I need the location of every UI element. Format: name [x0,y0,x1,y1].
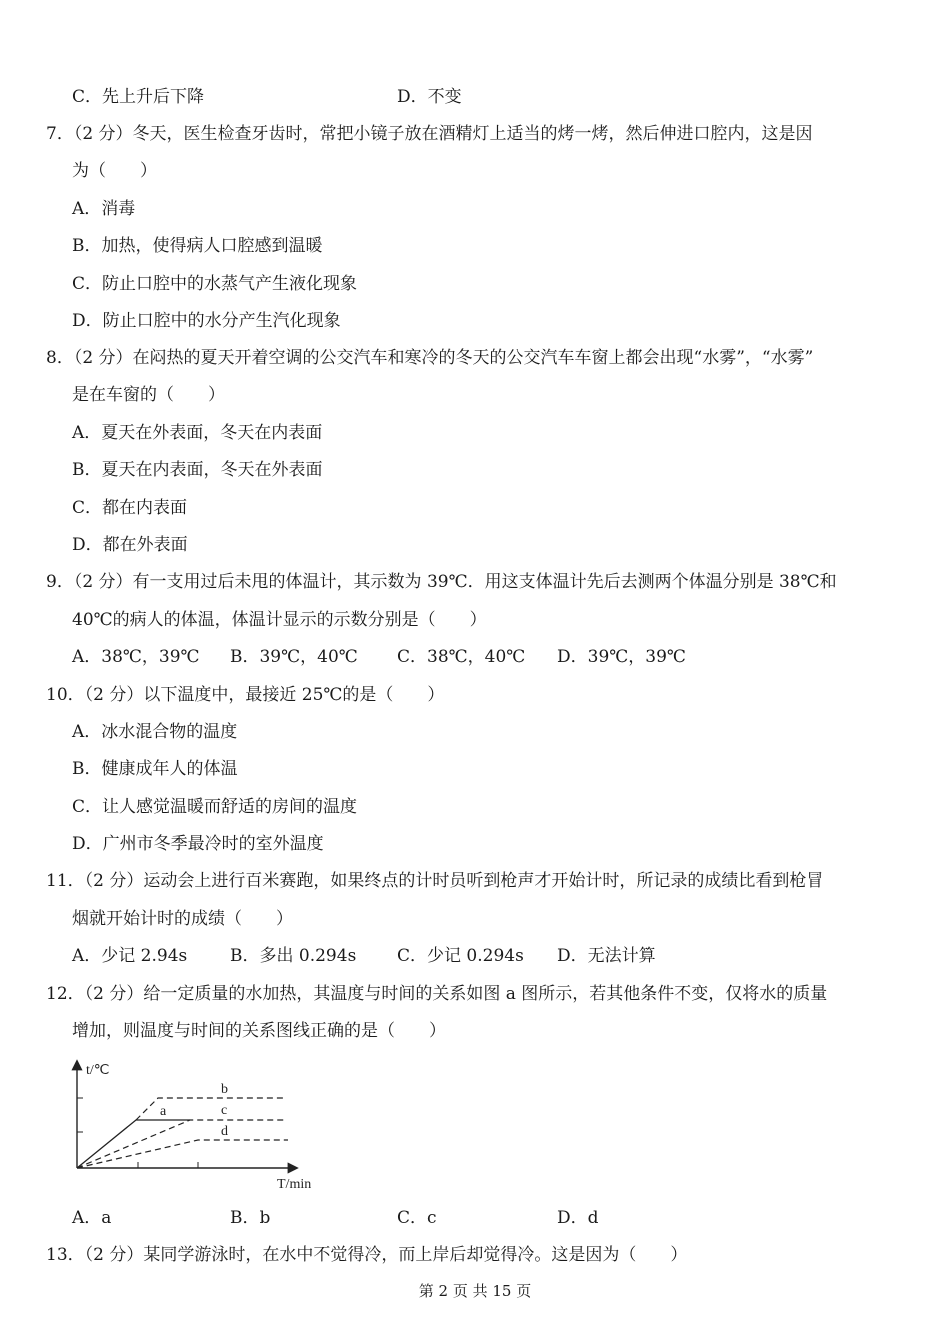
q9-option-b: B．39℃，40℃ [230,647,358,667]
graph-label-d: d [221,1124,228,1139]
q12-option-c: C．c [397,1208,437,1228]
graph-label-a: a [160,1104,167,1119]
q12-option-a: A．a [72,1208,112,1228]
graph-y-label: t/℃ [86,1063,110,1078]
q8-stem: 8．（2 分）在闷热的夏天开着空调的公交汽车和寒冷的冬天的公交汽车车窗上都会出现“水雾”，“水雾” [46,348,814,368]
q11-stem-cont: 烟就开始计时的成绩（ ） [72,909,293,929]
q7-option-b: B．加热，使得病人口腔感到温暖 [72,236,323,256]
q6-option-d: D．不变 [397,87,462,107]
q10-option-d: D．广州市冬季最冷时的室外温度 [72,834,324,854]
q10-stem: 10．（2 分）以下温度中，最接近 25℃的是（ ） [46,685,445,705]
page-footer: 第 2 页 共 15 页 [418,1282,532,1300]
q9-option-a: A．38℃，39℃ [72,647,200,667]
q7-stem-cont: 为（ ） [72,161,157,181]
q11-option-a: A．少记 2.94s [72,946,188,966]
temperature-time-graph [60,1052,330,1194]
q9-stem: 9．（2 分）有一支用过后未甩的体温计，其示数为 39℃．用这支体温计先后去测两个体温分别是 38℃和 [46,572,837,592]
graph-label-c: c [221,1103,228,1118]
graph-label-b: b [221,1082,228,1097]
q11-option-d: D．无法计算 [557,946,656,966]
q13-stem: 13．（2 分）某同学游泳时，在水中不觉得冷，而上岸后却觉得冷。这是因为（ ） [46,1245,688,1265]
q6-option-c: C．先上升后下降 [72,87,205,107]
q12-stem-cont: 增加，则温度与时间的关系图线正确的是（ ） [72,1021,446,1041]
q8-option-a: A．夏天在外表面，冬天在内表面 [72,423,323,443]
q10-option-b: B．健康成年人的体温 [72,759,238,779]
q7-option-a: A．消毒 [72,199,136,219]
q7-option-d: D．防止口腔中的水分产生汽化现象 [72,311,341,331]
q8-option-d: D．都在外表面 [72,535,188,555]
q7-stem: 7．（2 分）冬天，医生检查牙齿时，常把小镜子放在酒精灯上适当的烤一烤，然后伸进口腔内，这是因 [46,124,813,144]
q12-option-b: B．b [230,1208,271,1228]
q9-option-c: C．38℃，40℃ [397,647,526,667]
q12-stem: 12．（2 分）给一定质量的水加热，其温度与时间的关系如图 a 图所示，若其他条件不变，仅将水的质量 [46,984,828,1004]
graph-line-b [136,1098,285,1120]
q7-option-c: C．防止口腔中的水蒸气产生液化现象 [72,274,358,294]
q11-stem: 11．（2 分）运动会上进行百米赛跑，如果终点的计时员听到枪声才开始计时，所记录的成绩比看到枪冒 [46,871,824,891]
q8-stem-cont: 是在车窗的（ ） [72,385,225,405]
q11-option-c: C．少记 0.294s [397,946,524,966]
q11-option-b: B．多出 0.294s [230,946,357,966]
q9-stem-cont: 40℃的病人的体温，体温计显示的示数分别是（ ） [72,610,487,630]
q8-option-b: B．夏天在内表面，冬天在外表面 [72,460,323,480]
q8-option-c: C．都在内表面 [72,498,188,518]
q10-option-c: C．让人感觉温暖而舒适的房间的温度 [72,797,358,817]
q9-option-d: D．39℃，39℃ [557,647,686,667]
graph-x-label: T/min [277,1177,312,1192]
q12-option-d: D．d [557,1208,599,1228]
q10-option-a: A．冰水混合物的温度 [72,722,238,742]
